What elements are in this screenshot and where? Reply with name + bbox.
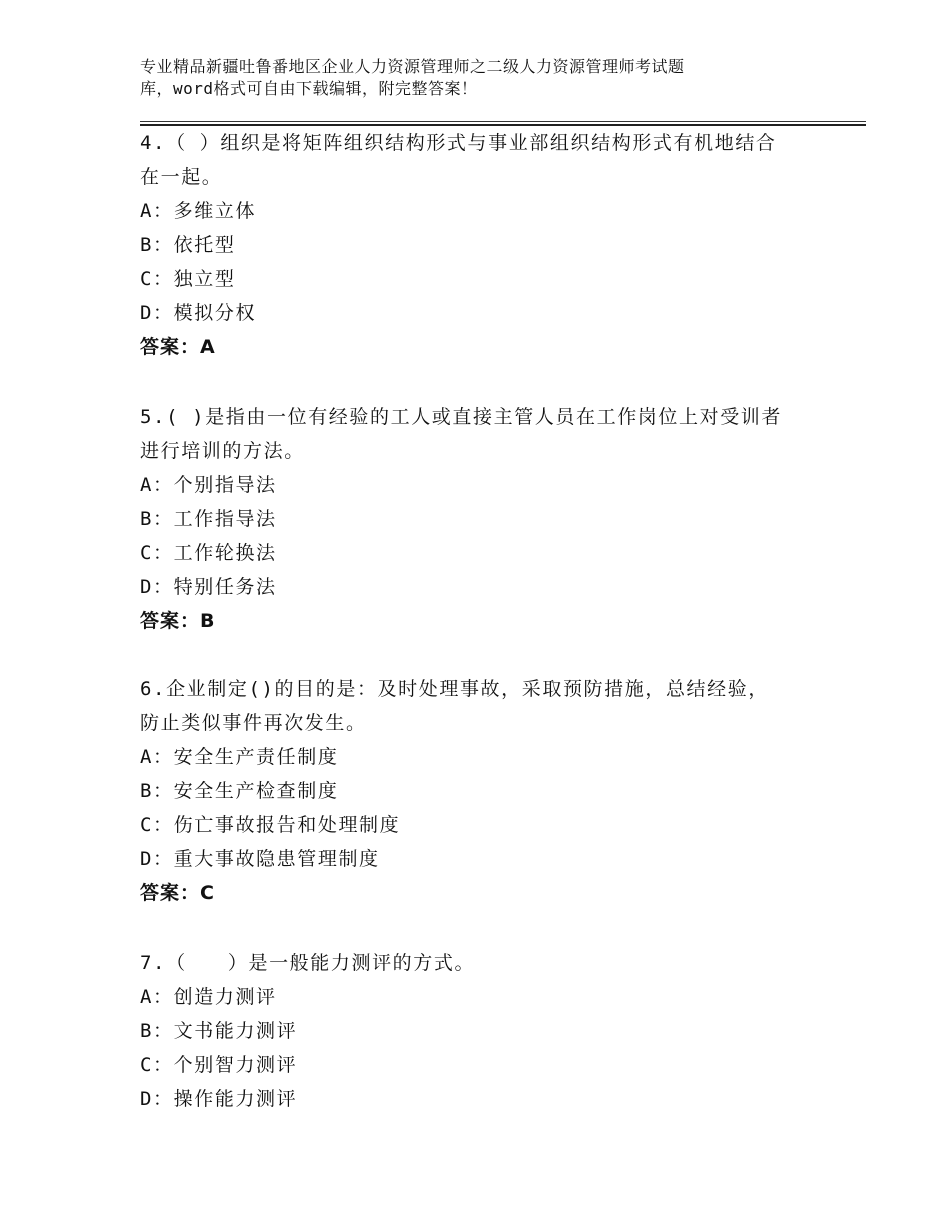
option-d: D：重大事故隐患管理制度 [140, 848, 380, 870]
header-line-2: 库，word格式可自由下载编辑，附完整答案！ [140, 79, 478, 98]
option-b: B：文书能力测评 [140, 1020, 298, 1042]
answer-label: 答案：A [140, 336, 216, 358]
question-stem-line: 6.企业制定()的目的是：及时处理事故，采取预防措施，总结经验， [140, 678, 769, 700]
option-b: B：安全生产检查制度 [140, 780, 339, 802]
header-rule-thin [140, 121, 866, 122]
question-stem-line: 7.（ ）是一般能力测评的方式。 [140, 952, 476, 974]
question-7 [140, 946, 820, 1116]
option-c: C：伤亡事故报告和处理制度 [140, 814, 401, 836]
option-d: D：模拟分权 [140, 302, 257, 324]
answer-label: 答案：B [140, 610, 216, 632]
question-stem-line: 在一起。 [140, 166, 223, 188]
question-stem-line: 4.（ ）组织是将矩阵组织结构形式与事业部组织结构形式有机地结合 [140, 132, 777, 154]
question-stem-line: 5.( )是指由一位有经验的工人或直接主管人员在工作岗位上对受训者 [140, 406, 782, 428]
option-a: A：安全生产责任制度 [140, 746, 339, 768]
answer-label: 答案：C [140, 882, 215, 904]
option-d: D：特别任务法 [140, 576, 277, 598]
question-5 [140, 400, 820, 638]
option-c: C：独立型 [140, 268, 236, 290]
question-6 [140, 672, 820, 910]
question-stem-line: 防止类似事件再次发生。 [140, 712, 367, 734]
option-d: D：操作能力测评 [140, 1088, 298, 1110]
option-b: B：依托型 [140, 234, 236, 256]
option-a: A：创造力测评 [140, 986, 277, 1008]
option-a: A：个别指导法 [140, 474, 277, 496]
document-header [140, 56, 840, 100]
option-c: C：个别智力测评 [140, 1054, 298, 1076]
header-line-1: 专业精品新疆吐鲁番地区企业人力资源管理师之二级人力资源管理师考试题 [140, 57, 685, 76]
option-a: A：多维立体 [140, 200, 257, 222]
question-4 [140, 126, 820, 364]
option-c: C：工作轮换法 [140, 542, 277, 564]
question-stem-line: 进行培训的方法。 [140, 440, 305, 462]
option-b: B：工作指导法 [140, 508, 277, 530]
